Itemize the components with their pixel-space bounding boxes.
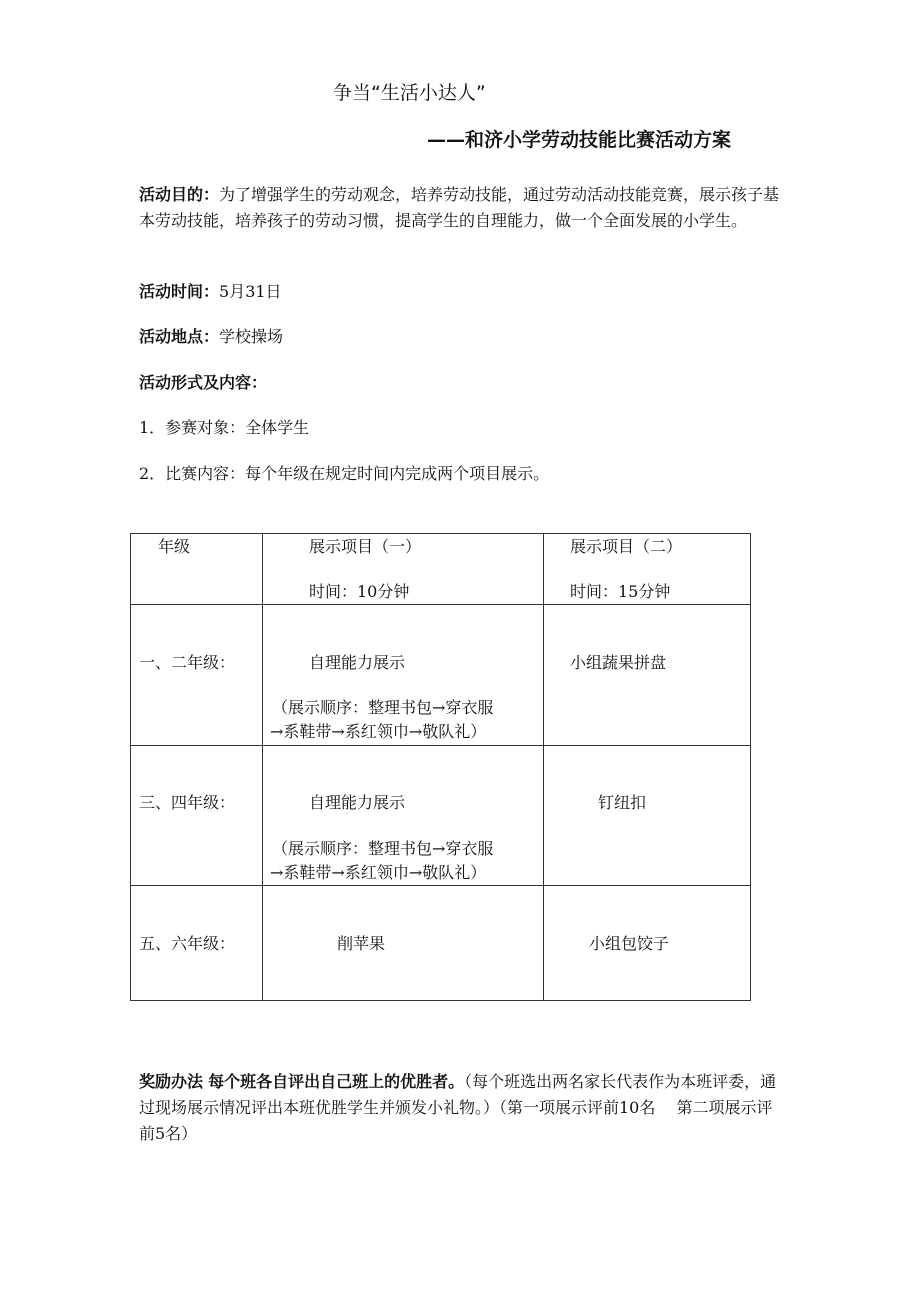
row-item2: 小组包饺子 xyxy=(589,934,670,953)
page-subtitle: ——和济小学劳动技能比赛活动方案 xyxy=(427,129,732,151)
table-border xyxy=(130,1000,751,1001)
table-border xyxy=(130,604,751,605)
header-item2-title: 展示项目（二） xyxy=(570,537,683,556)
time-label: 活动时间： xyxy=(139,282,220,301)
purpose-paragraph xyxy=(139,182,784,234)
purpose-label: 活动目的： xyxy=(139,185,220,204)
header-item1-title: 展示项目（一） xyxy=(309,537,422,556)
table-border xyxy=(262,533,263,1001)
row-item1-note: （展示顺序：整理书包→穿衣服 xyxy=(272,839,494,858)
row-item1-note: （展示顺序：整理书包→穿衣服 xyxy=(272,698,494,717)
row-grade: 五、六年级： xyxy=(139,934,236,953)
location-label: 活动地点： xyxy=(139,327,220,346)
row-item1-note: →系鞋带→系红领巾→敬队礼） xyxy=(270,863,487,882)
list-item: 2．比赛内容：每个年级在规定时间内完成两个项目展示。 xyxy=(139,464,550,483)
page-title: 争当“生活小达人” xyxy=(333,82,486,104)
row-item1: 自理能力展示 xyxy=(309,793,406,812)
header-item1-time: 时间：10分钟 xyxy=(309,582,410,601)
table-border xyxy=(130,533,131,1001)
row-item1: 自理能力展示 xyxy=(309,653,406,672)
time-value: 5月31日 xyxy=(219,282,282,301)
row-item2: 小组蔬果拼盘 xyxy=(570,653,667,672)
table-border xyxy=(750,533,751,1001)
table-border xyxy=(543,533,544,1001)
row-item2: 钉纽扣 xyxy=(598,793,647,812)
reward-label: 奖励办法 xyxy=(139,1072,204,1091)
header-item2-time: 时间：15分钟 xyxy=(570,582,671,601)
location-line xyxy=(139,324,283,350)
row-item1-note: →系鞋带→系红领巾→敬队礼） xyxy=(270,722,487,741)
row-grade: 三、四年级： xyxy=(139,793,236,812)
table-border xyxy=(130,885,751,886)
reward-paragraph xyxy=(139,1069,784,1147)
header-grade: 年级 xyxy=(158,537,191,556)
reward-text: （每个班选出两名家长代表作为本班评委，通过现场展示情况评出本班优胜学生并颁发小礼物。）（第一项展示评前10名 第二项展示评前5名） xyxy=(139,1072,777,1143)
reward-bold-text: 每个班各自评出自己班上的优胜者。 xyxy=(208,1072,465,1091)
table-border xyxy=(130,745,751,746)
row-grade: 一、二年级： xyxy=(139,653,236,672)
table-border xyxy=(130,533,751,534)
location-value: 学校操场 xyxy=(219,327,284,346)
form-label: 活动形式及内容： xyxy=(139,373,268,392)
list-item: 1．参赛对象：全体学生 xyxy=(139,418,310,437)
time-line xyxy=(139,279,282,305)
row-item1: 削苹果 xyxy=(337,934,386,953)
purpose-text: 为了增强学生的劳动观念，培养劳动技能，通过劳动活动技能竞赛，展示孩子基本劳动技能，培养孩子的劳动习惯，提高学生的自理能力，做一个全面发展的小学生。 xyxy=(139,185,780,230)
